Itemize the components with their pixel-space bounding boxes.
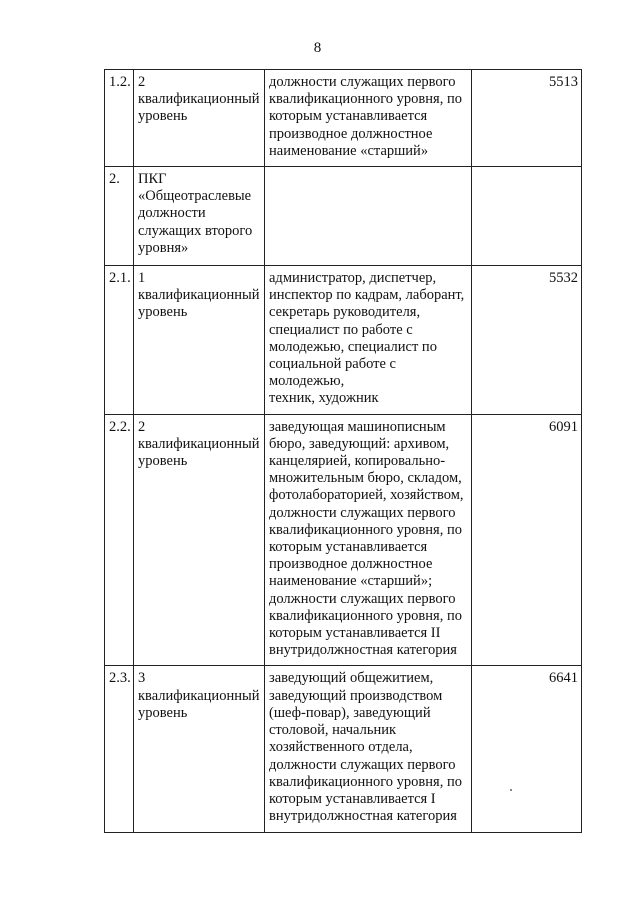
positions-list-line: заведующий общежитием, [269, 670, 434, 687]
qualification-level-line: уровень [138, 108, 188, 125]
positions-list-line: квалификационного уровня, по [269, 91, 462, 108]
positions-list [265, 70, 472, 167]
qualification-level-line: служащих второго [138, 222, 253, 239]
salary-code: 6641 [472, 666, 582, 833]
positions-list-line: молодежью, специалист по [269, 338, 437, 355]
qualification-level-line: квалификационный [138, 687, 260, 704]
positions-list-line: множительным бюро, складом, [269, 470, 462, 487]
positions-list [265, 167, 472, 266]
table-row [105, 70, 582, 167]
positions-list-line: фотолабораторией, хозяйством, [269, 487, 464, 504]
salary-code: 5513 [472, 70, 582, 167]
scan-speck [510, 789, 512, 791]
positions-list-line: заведующая машинописным [269, 418, 446, 435]
positions-list-line: инспектор по кадрам, лаборант, [269, 287, 465, 304]
page-number: 8 [313, 40, 322, 56]
qualification-level-line: уровень [138, 304, 188, 321]
qualification-level-line: уровня» [138, 239, 189, 256]
positions-list-line: должности служащих первого [269, 590, 456, 607]
row-number: 2.1. [105, 266, 134, 415]
salary-code: 5532 [472, 266, 582, 415]
qualification-level-line: уровень [138, 453, 188, 470]
positions-list-line: внутридолжностная категория [269, 808, 457, 825]
qualification-level-line: 2 [138, 418, 146, 435]
positions-table [104, 69, 582, 833]
positions-list-line: социальной работе с молодежью, [269, 356, 396, 390]
positions-list-line: наименование «старший»; [269, 573, 433, 590]
positions-list-line: квалификационного уровня, по [269, 607, 462, 624]
positions-list-line: которым устанавливается [269, 539, 428, 556]
qualification-level-line: уровень [138, 704, 188, 721]
positions-list-line: бюро, заведующий: архивом, [269, 435, 450, 452]
qualification-level-line: 1 [138, 270, 146, 287]
positions-list-line: которым устанавливается II [269, 625, 441, 642]
positions-list-line: (шеф-повар), заведующий [269, 704, 431, 721]
positions-list-line: производное должностное [269, 556, 433, 573]
positions-list-line: секретарь руководителя, [269, 304, 421, 321]
qualification-level [134, 414, 265, 666]
positions-list-line: столовой, начальник [269, 722, 397, 739]
row-number: 2.2. [105, 414, 134, 666]
positions-list-line: канцелярией, копировально- [269, 453, 446, 470]
positions-list-line: хозяйственного отдела, [269, 739, 413, 756]
positions-list-line: внутридолжностная категория [269, 642, 457, 659]
salary-code [472, 167, 582, 266]
positions-list-line: производное должностное [269, 125, 433, 142]
positions-list-line: администратор, диспетчер, [269, 270, 437, 287]
qualification-level [134, 167, 265, 266]
positions-list-line: заведующий производством [269, 687, 443, 704]
table-row [105, 414, 582, 666]
qualification-level-line: квалификационный [138, 287, 260, 304]
table-row [105, 666, 582, 833]
qualification-level-line: 3 [138, 670, 146, 687]
positions-list-line: техник, художник [269, 390, 379, 407]
qualification-level-line: 2 [138, 74, 146, 90]
positions-list-line: наименование «старший» [269, 142, 429, 159]
row-number: 1.2. [105, 70, 134, 167]
qualification-level [134, 266, 265, 415]
row-number: 2. [105, 167, 134, 266]
positions-list-line: должности служащих первого [269, 74, 456, 90]
positions-list-line: должности служащих первого [269, 504, 456, 521]
salary-code: 6091 [472, 414, 582, 666]
qualification-level-line: квалификационный [138, 91, 260, 108]
positions-list-line: квалификационного уровня, по [269, 521, 462, 538]
positions-list-line: должности служащих первого [269, 756, 456, 773]
positions-list [265, 666, 472, 833]
row-number: 2.3. [105, 666, 134, 833]
positions-list-line: квалификационного уровня, по [269, 773, 462, 790]
qualification-level-line: ПКГ [138, 171, 167, 188]
table-row [105, 266, 582, 415]
qualification-level-line: должности [138, 205, 206, 222]
qualification-level [134, 666, 265, 833]
qualification-level [134, 70, 265, 167]
qualification-level-line: «Общеотраслевые [138, 188, 252, 205]
positions-list-line: которым устанавливается [269, 108, 428, 125]
qualification-level-line: квалификационный [138, 435, 260, 452]
positions-list-line: специалист по работе с [269, 321, 413, 338]
positions-list [265, 266, 472, 415]
positions-list [265, 414, 472, 666]
table-row [105, 167, 582, 266]
positions-list-line: которым устанавливается I [269, 790, 436, 807]
